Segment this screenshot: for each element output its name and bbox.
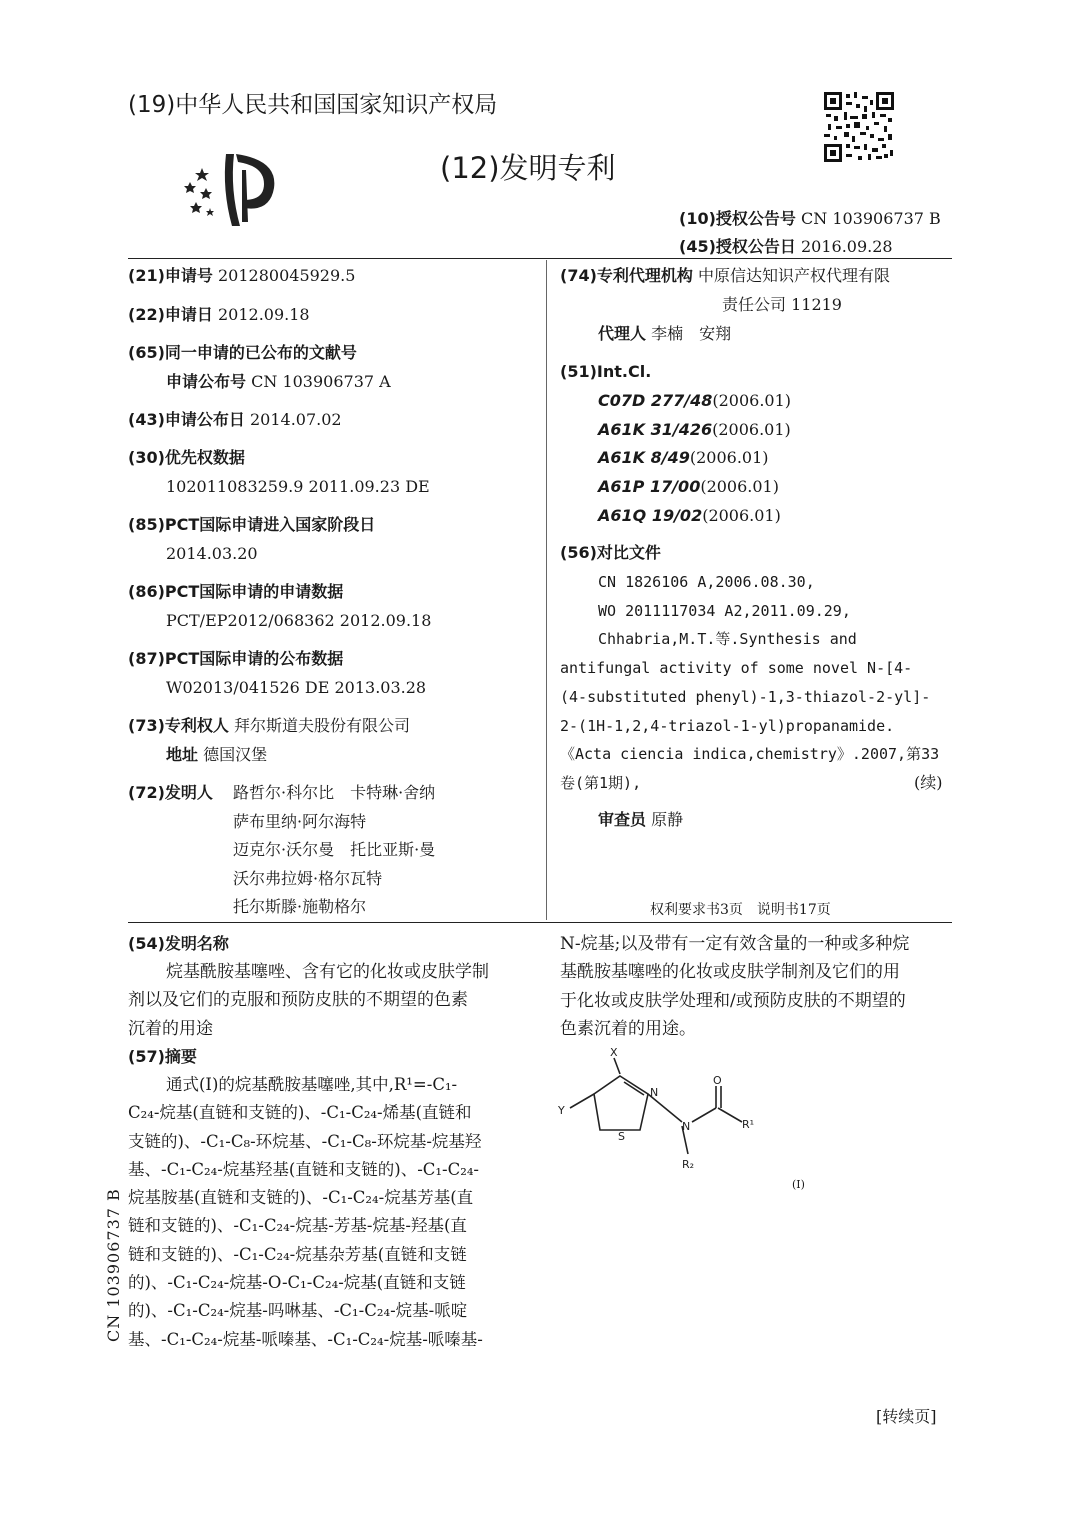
publication-number: CN 103906737 A — [251, 372, 391, 391]
continued-mark: (续) — [914, 773, 943, 792]
patentee-label: (73)专利权人 — [128, 716, 229, 735]
inventor-line: 托尔斯滕·施勒格尔 — [233, 897, 367, 916]
pct-publication-value-row — [166, 674, 426, 702]
agent-label: 代理人 — [598, 324, 647, 343]
address: 德国汉堡 — [203, 745, 268, 764]
inventors-row — [128, 779, 213, 807]
application-number: 201280045929.5 — [218, 266, 356, 285]
agency-row — [560, 262, 890, 290]
ipc-code: A61K 31/426 — [598, 419, 713, 439]
abstract-line: 支链的)、-C₁-C₈-环烷基、-C₁-C₈-环烷基-烷基羟 — [128, 1131, 482, 1151]
qr-code — [824, 92, 894, 162]
atom-o-label: O — [713, 1074, 722, 1087]
address-label: 地址 — [166, 745, 199, 764]
abstract-line: 的)、-C₁-C₂₄-烷基-吗啉基、-C₁-C₂₄-烷基-哌啶 — [128, 1301, 468, 1321]
publication-date-row — [128, 406, 342, 434]
grant-date-label: (45)授权公告日 — [679, 237, 796, 256]
application-date-label: (22)申请日 — [128, 305, 213, 324]
examiner-label: 审查员 — [598, 810, 647, 829]
office-name: (19)中华人民共和国国家知识产权局 — [128, 92, 498, 118]
ipc-label-row — [560, 358, 651, 386]
priority-label: (30)优先权数据 — [128, 448, 245, 467]
abstract-line: 链和支链的)、-C₁-C₂₄-烷基-芳基-烷基-羟基(直 — [128, 1216, 467, 1236]
atom-n-ring-label: N — [650, 1086, 659, 1099]
agents: 李楠 安翔 — [651, 324, 732, 343]
ipc-code: A61Q 19/02 — [598, 505, 703, 525]
inventor-line: 迈克尔·沃尔曼 托比亚斯·曼 — [233, 840, 436, 859]
reference-line: WO 2011117034 A2,2011.09.29, — [598, 601, 851, 620]
grant-number: CN 103906737 B — [801, 209, 941, 228]
agency-row-2 — [722, 291, 842, 319]
pct-publication-data: W02013/041526 DE 2013.03.28 — [166, 678, 427, 697]
pct-entry-label-row — [128, 511, 375, 539]
abstract-line: 基、-C₁-C₂₄-烷基羟基(直链和支链的)、-C₁-C₂₄- — [128, 1159, 480, 1179]
pct-application-value-row — [166, 607, 431, 635]
priority-value: 102011083259.9 2011.09.23 DE — [166, 477, 430, 496]
grant-number-row — [679, 206, 941, 229]
ipc-date: (2006.01) — [700, 477, 779, 497]
agency-label: (74)专利代理机构 — [560, 266, 693, 285]
ipc-list — [598, 387, 791, 531]
pct-application-data: PCT/EP2012/068362 2012.09.18 — [166, 611, 432, 630]
invention-title — [128, 958, 522, 1043]
abstract-line: 通式(I)的烷基酰胺基噻唑,其中,R¹=-C₁- — [166, 1075, 458, 1094]
reference-line: 2-(1H-1,2,4-triazol-1-yl)propanamide. — [560, 716, 895, 735]
pct-entry-label: (85)PCT国际申请进入国家阶段日 — [128, 515, 376, 534]
reference-line: 《Acta ciencia indica,chemistry》.2007,第33 — [560, 745, 940, 764]
agent-row — [598, 320, 731, 348]
ipc-label: (51)Int.Cl. — [560, 362, 652, 381]
agency-name: 中原信达知识产权代理有限 — [698, 266, 891, 285]
document-type: (12)发明专利 — [440, 151, 616, 185]
top-rule — [128, 258, 952, 259]
grant-date: 2016.09.28 — [801, 237, 893, 256]
ipc-item — [598, 444, 791, 473]
abstract-label-row — [128, 1043, 197, 1071]
patentee-row — [128, 712, 410, 740]
publication-number-row — [166, 368, 391, 396]
title-line: 剂以及它们的克服和预防皮肤的不期望的色素 — [128, 990, 468, 1011]
formula-label: (I) — [792, 1178, 805, 1191]
column-divider — [546, 260, 547, 920]
chemical-structure — [556, 1044, 836, 1194]
inventors-list — [233, 779, 435, 922]
atom-r2-label: R₂ — [682, 1158, 695, 1171]
reference-line: (4-substituted phenyl)-1,3-thiazol-2-yl]- — [560, 687, 931, 706]
abstract-line: 色素沉着的用途。 — [560, 1018, 696, 1039]
inventor-line: 沃尔弗拉姆·格尔瓦特 — [233, 868, 383, 888]
abstract-line: 的)、-C₁-C₂₄-烷基-O-C₁-C₂₄-烷基(直链和支链 — [128, 1273, 466, 1293]
reference-line: Chhabria,M.T.等.Synthesis and — [598, 630, 857, 649]
ipc-item — [598, 502, 791, 531]
inventors-label: (72)发明人 — [128, 783, 213, 802]
abstract-continued — [560, 930, 952, 1043]
patentee: 拜尔斯道夫股份有限公司 — [234, 716, 411, 735]
address-row — [166, 741, 267, 769]
grant-number-label: (10)授权公告号 — [679, 209, 796, 228]
priority-value-row — [166, 473, 430, 501]
title-line: 烷基酰胺基噻唑、含有它的化妆或皮肤学制 — [166, 962, 489, 982]
abstract-text — [128, 1071, 522, 1354]
atom-s-label: S — [618, 1130, 625, 1143]
abstract-line: C₂₄-烷基(直链和支链的)、-C₁-C₂₄-烯基(直链和 — [128, 1103, 472, 1123]
publication-date-label: (43)申请公布日 — [128, 410, 245, 429]
reference-line: 卷(第1期), — [560, 773, 642, 792]
agency-name-cont: 责任公司 11219 — [722, 295, 842, 314]
priority-label-row — [128, 444, 245, 472]
side-patent-number: CN 103906737 B — [104, 1188, 123, 1342]
examiner: 原静 — [651, 810, 684, 829]
reference-line: antifungal activity of some novel N-[4- — [560, 659, 913, 678]
inventor-line: 萨布里纳·阿尔海特 — [233, 811, 367, 831]
abstract-label: (57)摘要 — [128, 1047, 197, 1066]
references-label: (56)对比文件 — [560, 543, 661, 562]
ipc-date: (2006.01) — [712, 391, 792, 410]
ipc-item — [598, 473, 791, 502]
abstract-line: 于化妆或皮肤学处理和/或预防皮肤的不期望的 — [560, 990, 906, 1011]
page-count: 权利要求书3页 说明书17页 — [650, 902, 831, 918]
invention-title-label: (54)发明名称 — [128, 934, 229, 953]
pct-publication-label-row — [128, 645, 343, 673]
abstract-line: N-烷基;以及带有一定有效含量的一种或多种烷 — [560, 934, 910, 954]
application-number-row — [128, 262, 355, 290]
pct-entry-date: 2014.03.20 — [166, 544, 258, 563]
chemical-structure-drawing — [556, 1044, 836, 1194]
atom-y-label: Y — [558, 1104, 565, 1117]
ipc-date: (2006.01) — [702, 505, 781, 525]
atom-x-label: X — [610, 1046, 618, 1059]
grant-date-row — [679, 234, 893, 257]
cnipa-emblem-icon — [178, 150, 284, 230]
atom-r1-label: R¹ — [742, 1118, 755, 1131]
pct-application-label-row — [128, 578, 343, 606]
abstract-line: 链和支链的)、-C₁-C₂₄-烷基杂芳基(直链和支链 — [128, 1244, 467, 1264]
abstract-line: 基酰胺基噻唑的化妆或皮肤学制剂及它们的用 — [560, 962, 900, 983]
application-date: 2012.09.18 — [218, 305, 310, 324]
pct-application-label: (86)PCT国际申请的申请数据 — [128, 582, 344, 601]
pct-publication-label: (87)PCT国际申请的公布数据 — [128, 649, 344, 668]
published-doc-label: (65)同一申请的已公布的文献号 — [128, 343, 357, 362]
ipc-code: C07D 277/48 — [598, 391, 713, 410]
title-line: 沉着的用途 — [128, 1018, 213, 1039]
mid-rule — [128, 922, 952, 923]
application-date-row — [128, 301, 310, 329]
continue-page-mark: [转续页] — [876, 1407, 937, 1426]
pct-entry-value-row — [166, 540, 258, 568]
qr-code-icon — [824, 92, 894, 162]
references-list — [560, 568, 952, 798]
atom-n-amide-label: N — [682, 1120, 691, 1133]
ipc-code: A61K 8/49 — [598, 448, 690, 468]
ipc-code: A61P 17/00 — [598, 477, 701, 497]
ipc-date: (2006.01) — [712, 419, 791, 439]
references-label-row — [560, 539, 661, 567]
publication-number-label: 申请公布号 — [166, 372, 247, 391]
cnipa-emblem — [178, 150, 284, 230]
abstract-line: 烷基胺基(直链和支链的)、-C₁-C₂₄-烷基芳基(直 — [128, 1188, 474, 1208]
invention-title-label-row — [128, 930, 229, 958]
published-doc-row — [128, 339, 357, 367]
examiner-row — [598, 806, 683, 834]
abstract-line: 基、-C₁-C₂₄-烷基-哌嗪基、-C₁-C₂₄-烷基-哌嗪基- — [128, 1329, 483, 1349]
publication-date: 2014.07.02 — [250, 410, 342, 429]
ipc-date: (2006.01) — [689, 448, 769, 468]
inventor-line: 路哲尔·科尔比 卡特琳·舍纳 — [233, 783, 436, 802]
application-number-label: (21)申请号 — [128, 266, 213, 285]
ipc-item — [598, 416, 791, 445]
reference-line: CN 1826106 A,2006.08.30, — [598, 573, 815, 591]
ipc-item — [598, 387, 791, 416]
